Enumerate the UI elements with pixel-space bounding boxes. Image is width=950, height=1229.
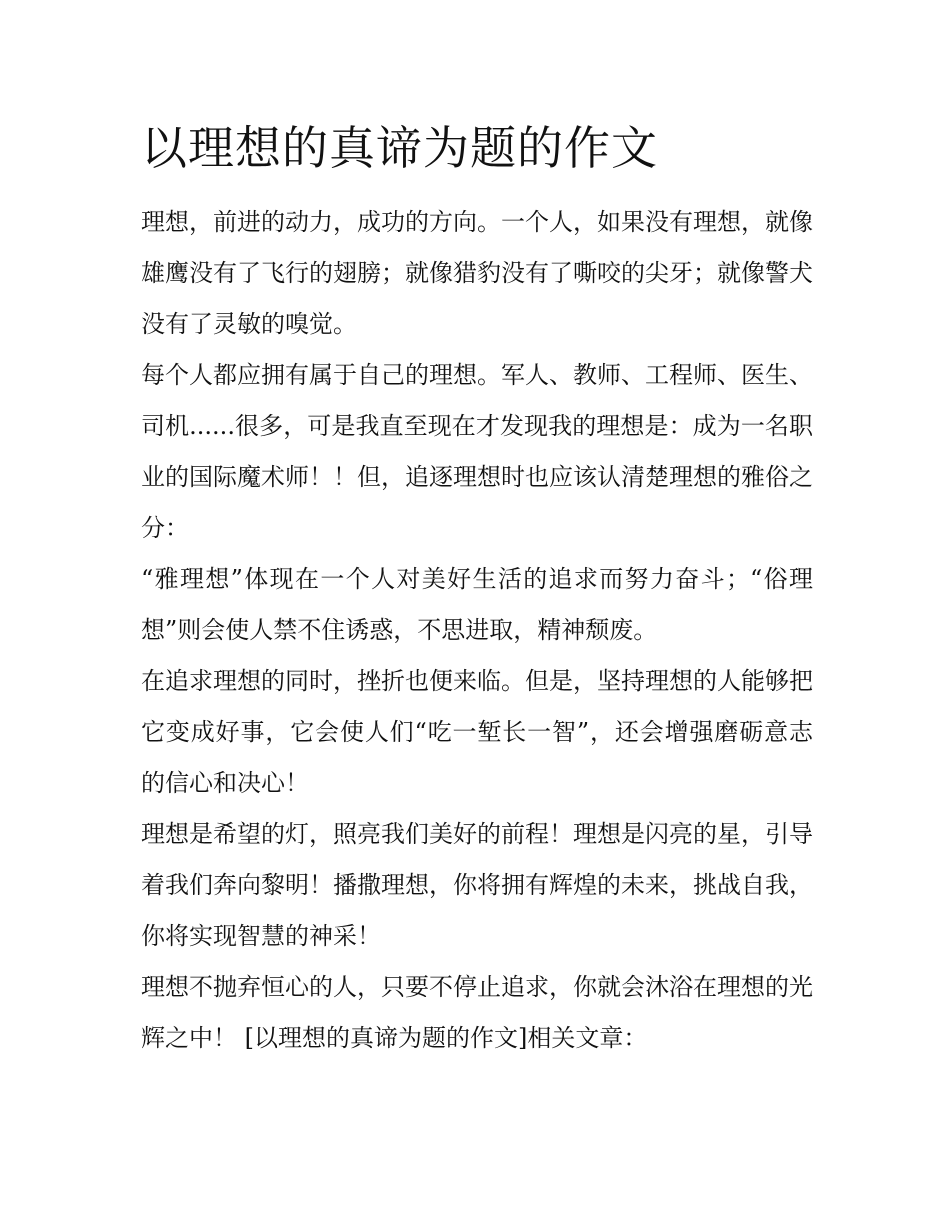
paragraph-4: 在追求理想的同时，挫折也便来临。但是，坚持理想的人能够把它变成好事，它会使人们“吃一堑长一智”，还会增强磨砺意志的信心和决心！ [141, 667, 813, 797]
document-title: 以理想的真谛为题的作文 [141, 121, 658, 175]
paragraph-5: 理想是希望的灯，照亮我们美好的前程！理想是闪亮的星，引导着我们奔向黎明！播撒理想，你将拥有辉煌的未来，挑战自我，你将实现智慧的神采！ [141, 820, 813, 950]
paragraph-6: 理想不抛弃恒心的人，只要不停止追求，你就会沐浴在理想的光辉之中！ [以理想的真谛为题的作文]相关文章： [141, 973, 813, 1052]
document-body [141, 197, 813, 1064]
paragraph-1: 理想，前进的动力，成功的方向。一个人，如果没有理想，就像雄鹰没有了飞行的翅膀；就像猎豹没有了嘶咬的尖牙；就像警犬没有了灵敏的嗅觉。 [141, 208, 813, 338]
paragraph-2: 每个人都应拥有属于自己的理想。军人、教师、工程师、医生、司机......很多，可是我直至现在才发现我的理想是：成为一名职业的国际魔术师！！但，追逐理想时也应该认清楚理想的雅俗之分： [141, 361, 813, 542]
paragraph-3: “雅理想”体现在一个人对美好生活的追求而努力奋斗；“俗理想”则会使人禁不住诱惑，不思进取，精神颓废。 [141, 565, 813, 644]
